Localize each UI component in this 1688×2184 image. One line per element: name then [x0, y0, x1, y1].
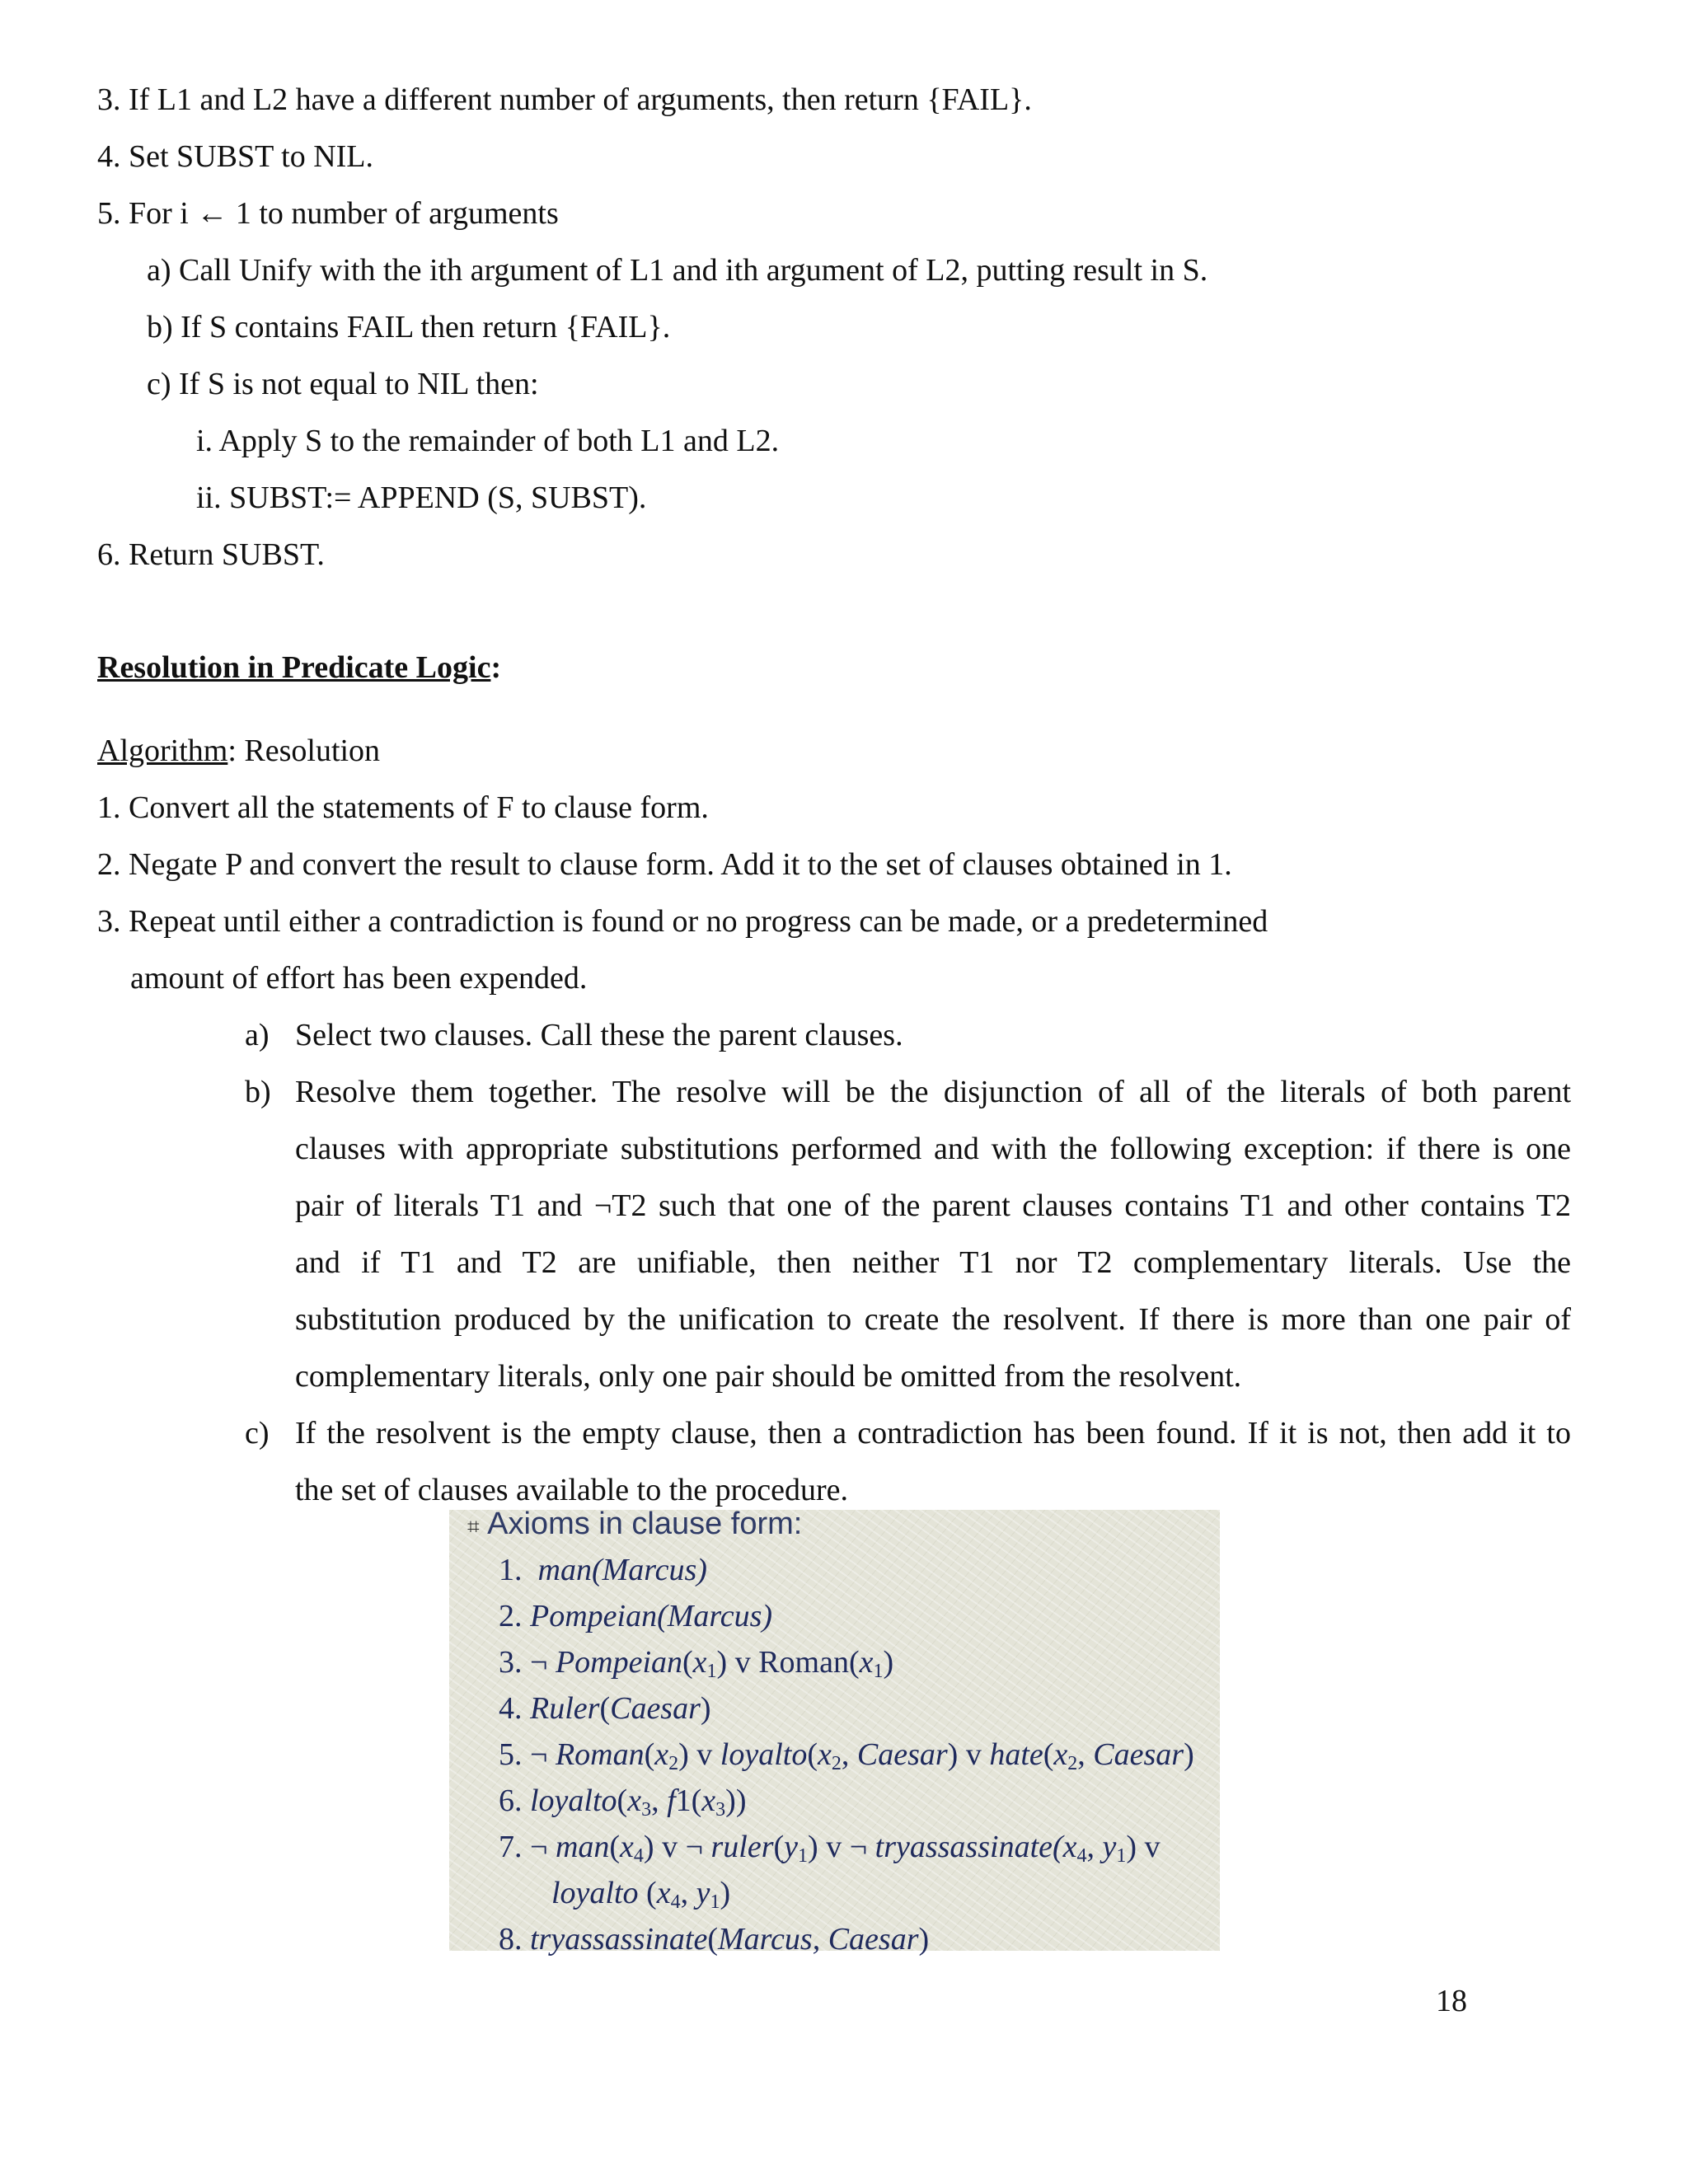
or-operator: v [734, 1645, 751, 1680]
sub-c-line-1: If the resolvent is the empty clause, then a contradiction has been found. If it is not, then add it to [295, 1416, 1571, 1451]
algorithm-title [97, 732, 380, 770]
function-symbol: f [667, 1783, 676, 1818]
variable: x [1062, 1830, 1077, 1864]
axiom-number: 3. [499, 1645, 523, 1680]
axiom-number: 7. [499, 1830, 523, 1864]
subscript: 2 [1067, 1753, 1078, 1774]
sub-a-line-1: Select two clauses. Call these the parent clauses. [295, 1018, 903, 1052]
axiom-number: 8. [499, 1922, 523, 1957]
predicate: man [537, 1553, 592, 1587]
algorithm-name: : Resolution [227, 733, 381, 768]
variable: x [859, 1645, 874, 1680]
resolution-step-2: 2. Negate P and convert the result to clause form. Add it to the set of clauses obtained in 1. [97, 847, 1232, 882]
subscript: 4 [670, 1891, 681, 1913]
predicate: loyalto [720, 1737, 808, 1772]
negation: ¬ [530, 1645, 548, 1680]
axioms-title: Axioms in clause form: [487, 1507, 803, 1541]
axiom-2 [499, 1597, 772, 1635]
unify-step-5c-ii: ii. SUBST:= APPEND (S, SUBST). [196, 480, 647, 515]
subscript: 4 [633, 1845, 644, 1867]
subscript: 1 [1116, 1845, 1127, 1867]
section-heading-text: Resolution in Predicate Logic [97, 650, 491, 685]
axiom-number: 5. [499, 1737, 523, 1772]
axioms-panel [449, 1507, 1220, 1957]
variable: y [784, 1830, 799, 1864]
predicate: tryassassinate [874, 1830, 1053, 1864]
sub-c-line-2: the set of clauses available to the procedure. [295, 1473, 849, 1507]
or-operator: v [1144, 1830, 1160, 1864]
or-operator: v [662, 1830, 678, 1864]
subscript: 1 [873, 1661, 884, 1682]
axiom-number: 2. [499, 1599, 523, 1633]
negation: ¬ [685, 1830, 704, 1864]
axiom-1 [499, 1551, 707, 1589]
sub-b-line-5: substitution produced by the unification to create the resolvent. If there is more than one pair of [295, 1302, 1571, 1337]
variable: y [1102, 1830, 1117, 1864]
axiom-4: 4. Ruler(Caesar) [499, 1691, 711, 1726]
sub-b-line-3: pair of literals T1 and ¬T2 such that one of the parent clauses contains T1 and other contains T2 [295, 1188, 1571, 1223]
axiom-8: 8. tryassassinate(Marcus, Caesar) [499, 1922, 930, 1957]
variable: x [1053, 1737, 1068, 1772]
unify-step-5b: b) If S contains FAIL then return {FAIL}. [147, 310, 671, 344]
predicate: Pompeian [530, 1599, 658, 1633]
argument: Caesar [610, 1691, 701, 1726]
constant: Caesar [1093, 1737, 1184, 1772]
negation: ¬ [530, 1737, 548, 1772]
subscript: 1 [798, 1845, 809, 1867]
predicate: tryassassinate [530, 1922, 708, 1957]
axiom-6: 6. $loyalto(x_3$, $f1(x_3)$) [499, 1783, 747, 1821]
variable: x [654, 1737, 669, 1772]
sub-b-line-1: Resolve them together. The resolve will be the disjunction of all of the literals of both parent [295, 1075, 1571, 1109]
variable: x [692, 1645, 707, 1680]
variable: x [817, 1737, 832, 1772]
resolution-step-3-line-1: 3. Repeat until either a contradiction is found or no progress can be made, or a predetermined [97, 904, 1268, 939]
negation: ¬ [530, 1830, 548, 1864]
subscript: 2 [831, 1753, 842, 1774]
sub-b-line-4: and if T1 and T2 are unifiable, then neither T1 nor T2 complementary literals. Use the [295, 1245, 1571, 1280]
predicate: hate [989, 1737, 1043, 1772]
function-index: 1 [675, 1783, 692, 1818]
resolution-step-1: 1. Convert all the statements of F to clause form. [97, 790, 709, 825]
square-bullet-icon: ⌗ [467, 1515, 480, 1540]
section-heading [97, 649, 501, 687]
predicate: man [555, 1830, 610, 1864]
predicate: ruler [710, 1830, 774, 1864]
page-number: 18 [1436, 1984, 1467, 2018]
arguments: Marcus, Caesar [718, 1922, 919, 1957]
sub-c-marker: c) [245, 1416, 270, 1451]
unify-step-5: 5. For i ← 1 to number of arguments [97, 196, 559, 231]
axiom-7-continued: loyalto ($x_4$, $y_1$) [551, 1876, 731, 1913]
subscript: 3 [641, 1799, 652, 1821]
predicate: loyalto [551, 1876, 639, 1910]
unify-step-6: 6. Return SUBST. [97, 537, 325, 572]
subscript: 2 [668, 1753, 679, 1774]
unify-step-5c-i: i. Apply S to the remainder of both L1 and L2. [196, 424, 780, 458]
subscript: 4 [1076, 1845, 1087, 1867]
unify-step-5c: c) If S is not equal to NIL then: [147, 367, 539, 401]
sub-b-line-2: clauses with appropriate substitutions performed and with the following exception: if there is one [295, 1132, 1571, 1166]
predicate: Roman [758, 1645, 849, 1680]
section-heading-colon: : [490, 650, 502, 685]
axiom-3: 3. ¬ $Pompeian(x_1)$ v $Roman(x_1)$ [499, 1645, 894, 1682]
unify-step-4: 4. Set SUBST to NIL. [97, 139, 374, 174]
predicate: loyalto [530, 1783, 617, 1818]
predicate: Ruler [530, 1691, 600, 1726]
arguments: (Marcus) [657, 1599, 773, 1633]
variable: x [656, 1876, 671, 1910]
unify-step-5a: a) Call Unify with the ith argument of L1 and ith argument of L2, putting result in S. [147, 253, 1208, 288]
variable: x [627, 1783, 642, 1818]
predicate: Roman [555, 1737, 645, 1772]
subscript: 1 [710, 1891, 720, 1913]
arguments: (Marcus) [591, 1553, 707, 1587]
variable: y [696, 1876, 710, 1910]
predicate: Pompeian [555, 1645, 683, 1680]
unify-step-3: 3. If L1 and L2 have a different number of arguments, then return {FAIL}. [97, 82, 1032, 117]
subscript: 3 [715, 1799, 726, 1821]
resolution-step-3-line-2: amount of effort has been expended. [130, 961, 588, 996]
axiom-5: 5. ¬ $Roman(x_2)$ v $loyalto(x_2$, Caesar) v $hate(x_2$, Caesar) [499, 1737, 1194, 1774]
or-operator: v [965, 1737, 982, 1772]
subscript: 1 [706, 1661, 717, 1682]
constant: Caesar [856, 1737, 948, 1772]
or-operator: v [696, 1737, 713, 1772]
axiom-7: 7. ¬ $man(x_4)$ v ¬ $ruler(y_1)$ v ¬ $tryassassinate(x_4$, $y_1$) v [499, 1830, 1160, 1867]
axioms-title-row [467, 1505, 802, 1546]
sub-b-marker: b) [245, 1075, 271, 1109]
variable: x [620, 1830, 634, 1864]
axiom-number: 6. [499, 1783, 523, 1818]
sub-a-marker: a) [245, 1018, 270, 1052]
axiom-number: 1. [499, 1553, 523, 1587]
algorithm-label: Algorithm [97, 733, 228, 768]
or-operator: v [826, 1830, 842, 1864]
variable: x [701, 1783, 716, 1818]
sub-b-line-6: complementary literals, only one pair should be omitted from the resolvent. [295, 1359, 1242, 1394]
negation: ¬ [849, 1830, 868, 1864]
axiom-number: 4. [499, 1691, 523, 1726]
